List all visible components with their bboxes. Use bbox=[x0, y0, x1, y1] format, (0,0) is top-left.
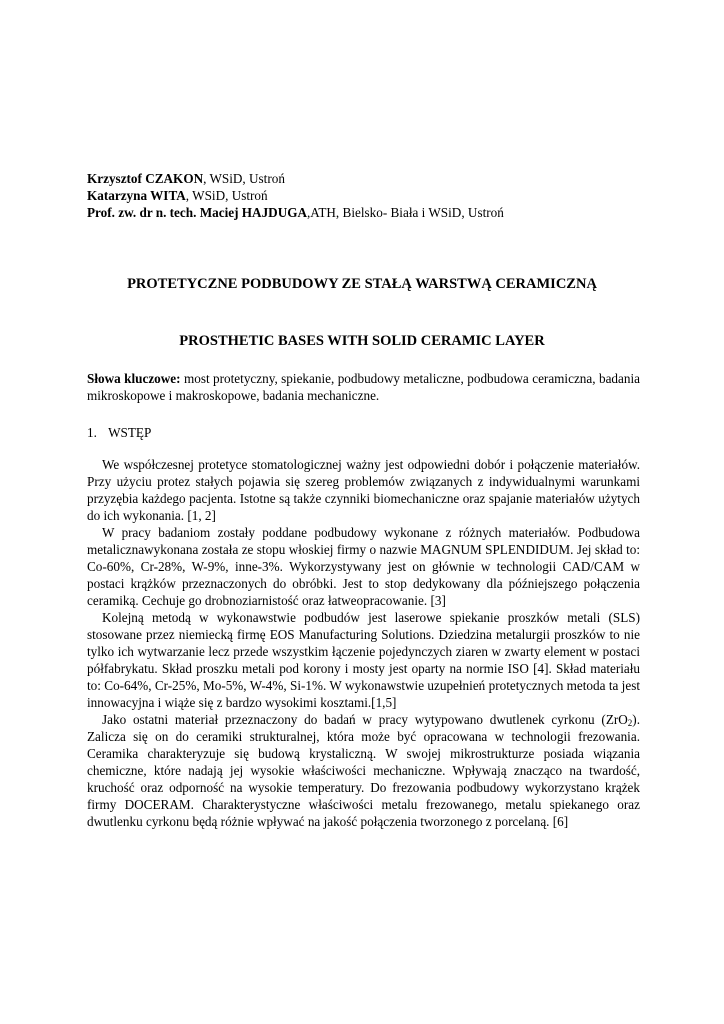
paragraph: W pracy badaniom zostały poddane podbudowy wykonane z różnych materiałów. Podbudowa metalicznawykonana została ze stopu włoskiej firmy o nazwie MAGNUM SPLENDIDUM. Jej skład to: Co-60%, Cr-28%, W-9%, inne-3%. Wykorzystywany jest on głównie w technologii CAD/CAM w postaci krążków przeznaczonych do obróbki. Jest to stop dedykowany dla późniejszego połączenia ceramiką. Cechuje go drobnoziarnistość oraz łatweopracowanie. [3] bbox=[87, 525, 640, 608]
paragraph bbox=[87, 711, 640, 830]
paragraph-text: Jako ostatni materiał przeznaczony do badań w pracy wytypowano dwutlenek cyrkonu (ZrO bbox=[102, 712, 628, 727]
title-english: PROSTHETIC BASES WITH SOLID CERAMIC LAYER bbox=[179, 333, 545, 349]
body-text bbox=[87, 456, 640, 830]
author-affiliation: , WSiD, Ustroń bbox=[203, 171, 285, 186]
author-name: Katarzyna WITA bbox=[87, 188, 186, 203]
title-polish: PROTETYCZNE PODBUDOWY ZE STAŁĄ WARSTWĄ CERAMICZNĄ bbox=[127, 276, 597, 292]
paragraph: Kolejną metodą w wykonawstwie podbudów jest laserowe spiekanie proszków metali (SLS) stosowane przez niemiecką firmę EOS Manufacturing Solutions. Dziedzina metalurgii proszków to nie tylko ich wytwarzanie lecz przede wszystkim łączenie pojedynczych ziaren w zwarty element w postaci półfabrykatu. Skład proszku metali pod korony i mosty jest oparty na normie ISO [4]. Skład materiału to: Co-64%, Cr-25%, Mo-5%, W-4%, Si-1%. W wykonawstwie uzupełnień protetycznych metoda ta jest innowacyjna i wiąże się z bardzo wysokimi kosztami.[1,5] bbox=[87, 610, 640, 710]
paragraph: We współczesnej protetyce stomatologicznej ważny jest odpowiedni dobór i połączenie materiałów. Przy użyciu protez stałych pojawia się szereg problemów związanych z indywidualnymi warunkami przyzębia każdego pacjenta. Istotne są także czynniki biomechaniczne oraz spajanie materiałów użytych do ich wykonania. [1, 2] bbox=[87, 457, 640, 523]
author-line bbox=[87, 170, 647, 187]
author-affiliation: ,ATH, Bielsko- Biała i WSiD, Ustroń bbox=[307, 205, 504, 220]
author-name: Krzysztof CZAKON bbox=[87, 171, 204, 186]
paragraph-text: ). Zalicza się on do ceramiki strukturalnej, która może być opracowana w technologii frezowania. Ceramika charakteryzuje się budową krystaliczną. W swojej mikrostrukturze posiada wiązania chemiczne, które nadają jej wysokie właściwości mechaniczne. Wpływają znacząco na twardość, kruchość oraz odporność na wysokie temperatury. Do frezowania podbudowy wykorzystano krążek firmy DOCERAM. Charakterystyczne właściwości metalu frezowanego, metalu spiekanego oraz dwutlenku cyrkonu będą różnie wpływać na jakość połączenia tworzonego z porcelaną. [6] bbox=[87, 712, 640, 829]
author-name: Prof. zw. dr n. tech. Maciej HAJDUGA bbox=[87, 205, 307, 220]
author-list bbox=[87, 170, 647, 221]
section-title: WSTĘP bbox=[108, 425, 152, 440]
author-line bbox=[87, 187, 647, 204]
keywords-text: most protetyczny, spiekanie, podbudowy metaliczne, podbudowa ceramiczna, badania mikroskopowe i makroskopowe, badania mechaniczne. bbox=[87, 371, 640, 403]
section-number: 1. bbox=[87, 425, 97, 440]
subscript: 2 bbox=[627, 718, 633, 728]
author-affiliation: , WSiD, Ustroń bbox=[185, 188, 268, 203]
author-line bbox=[87, 204, 647, 221]
keywords bbox=[87, 370, 640, 404]
section-heading bbox=[87, 424, 640, 441]
keywords-label: Słowa kluczowe: bbox=[87, 371, 181, 386]
